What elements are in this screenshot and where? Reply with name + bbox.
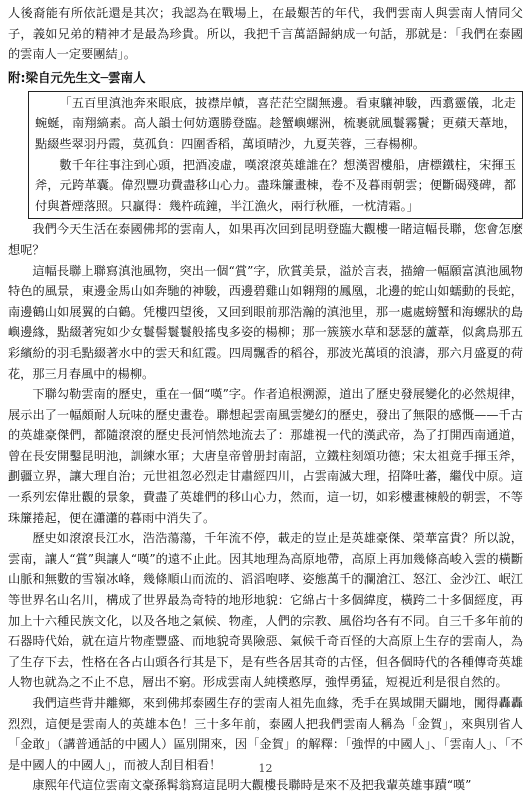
appendix-heading: 附:梁自元先生文─雲南人 <box>8 69 146 85</box>
couplet-upper: 「五百里滇池奔來眼底，披襟岸幘，喜茫茫空闊無邊。看東驤神駿，西翥靈儀，北走蜿蜒，南翔縞素。高人韻士何妨選勝登臨。趁蟹嶼螺洲，梳裹就風鬟霧鬢；更蘋天葦地，點綴些翠羽丹霞，莫孤負：四圍香稻，萬頃晴沙，九夏芙蓉，三春楊柳。 <box>35 95 516 151</box>
couplet-lower: 數千年往事注到心頭，把酒凌虛，嘆滾滾英雄誰在？想漢習樓船，唐標鐵柱，宋揮玉斧，元跨革囊。偉烈豐功費盡移山心力。盡珠簾畫棟，卷不及暮雨朝雲；便斷碣殘碑，都付與蒼煙落照。只贏得：幾杵疏鐘，半江漁火，兩行秋雁，一枕清霜。」 <box>35 157 516 213</box>
intro-paragraph: 人後裔能有所依託還是其次；我認為在戰場上，在最艱苦的年代，我們雲南人與雲南人情同父子，義如兄弟的精神才是最為珍貴。所以，我把千言萬語歸納成一句話，那就是：「我們在泰國的雲南人一定要團結」。 <box>8 6 523 62</box>
page-number: 12 <box>258 762 273 775</box>
body-paragraph: 我們今天生活在泰國佛邦的雲南人，如果再次回到昆明登臨大觀樓一睹這幅長聯，您會怎麼想呢？ <box>8 222 523 257</box>
body-paragraph: 這幅長聯上聯寫滇池風物，突出一個“賞”字，欣賞美景，溢於言表，描繪一幅願富滇池風物特色的風景，東邊金馬山如奔馳的神駿，西邊碧雞山如翱翔的鳳凰，北邊的蛇山如蠕動的長蛇，南邊鶴山如展翼的白鶴。凭樓四望後，又回到眼前那浩瀚的滇池里，那一處處螃蟹和海螺狀的島嶼邊緣，點綴著宛如少女鬟髻鬟鬟般搖曳多姿的楊柳；那一簇簇水草和瑟瑟的蘆葦，似禽鳥那五彩繽紛的羽毛點綴著水中的雲天和紅霞。四周飄香的稻谷，那波光萬頃的浪濤，那六月盛夏的荷花，那三月春風中的楊柳。 <box>8 263 523 381</box>
body-paragraph: 康熙年代這位雲南文豪孫髯翁寫這昆明大觀樓長聯時是來不及把我輩英雄事蹟“嘆” <box>32 778 472 793</box>
body-paragraph: 下聯勾勒雲南的歷史，重在一個“嘆”字。作者追根溯源，道出了歷史發展變化的必然規律，展示出了一幅頗耐人玩味的歷史畫卷。聯想起雲南風雲變幻的歷史，發出了無限的感慨——千古的英雄豪傑們，都隨滾滾的歷史長河悄然地流去了：那雄視一代的漢武帝，為了打開西南通道，曾在長安開鑿昆明池，訓練水軍；大唐皇帝曾册封南詔，立鐵柱刻頌功德；宋太祖竟手揮玉斧，劃疆立界，讓大理自治；元世祖忽必烈走甘肅經四川，占雲南滅大理，招降吐蕃，繼伐中原。這一系列宏偉壯觀的景象，費盡了英雄們的移山心力，然而，這一切，如彩樓畫棟般的朝雲，不等珠簾捲起，便在瀟瀟的暮雨中消失了。 <box>8 387 523 525</box>
body-paragraph: 歷史如滾滾長江水，浩浩蕩蕩，千年流不停，載走的豈止是英雄豪傑、榮華富貴？所以說，雲南，讓人“賞”與讓人“嘆”的遠不止此。因其地理為高原地帶，高原上再加幾條高峻入雲的橫斷山脈和無數的雪嶺冰峰，幾條順山而流的、滔滔咆哮、姿態萬千的瀾滄江、怒江、金沙江、岷江等世界名山名川，構成了世界最為奇特的地形地貌：它綿占十多個緯度，橫跨二十多個經度，再加上十六種民族文化，以及各地之氣候、物產，人們的宗教、風俗均各有不同。自三千多年前的石器時代始，就在這片物產豐盛、而地貌奇異險惡、氣候千奇百怪的大高原上生存的雲南人，為了生存下去，性格在各占山頭各行其是下，是有些各居其奇的古怪，但各個時代的各種傳奇英雄人物也就為之不止不息，層出不窮。形成雲南人純樸憨厚，強悍勇猛，短視近利是很自然的。 <box>8 531 523 690</box>
couplet-quote-box <box>28 91 523 220</box>
body-paragraph: 我們這些背井離鄉，來到佛邦泰國生存的雲南人祖先血緣，禿手在異域開天闢地，闖得轟轟烈烈，這便是雲南人的英雄本色！三十多年前，泰國人把我們雲南人稱為「金賀」，來與別省人「金敢」（講普通話的中國人）區別開來，因「金賀」的解釋：「強悍的中國人」、「雲南人」、「不是中國人的中國人」，而被人刮目相看！ <box>8 696 523 772</box>
